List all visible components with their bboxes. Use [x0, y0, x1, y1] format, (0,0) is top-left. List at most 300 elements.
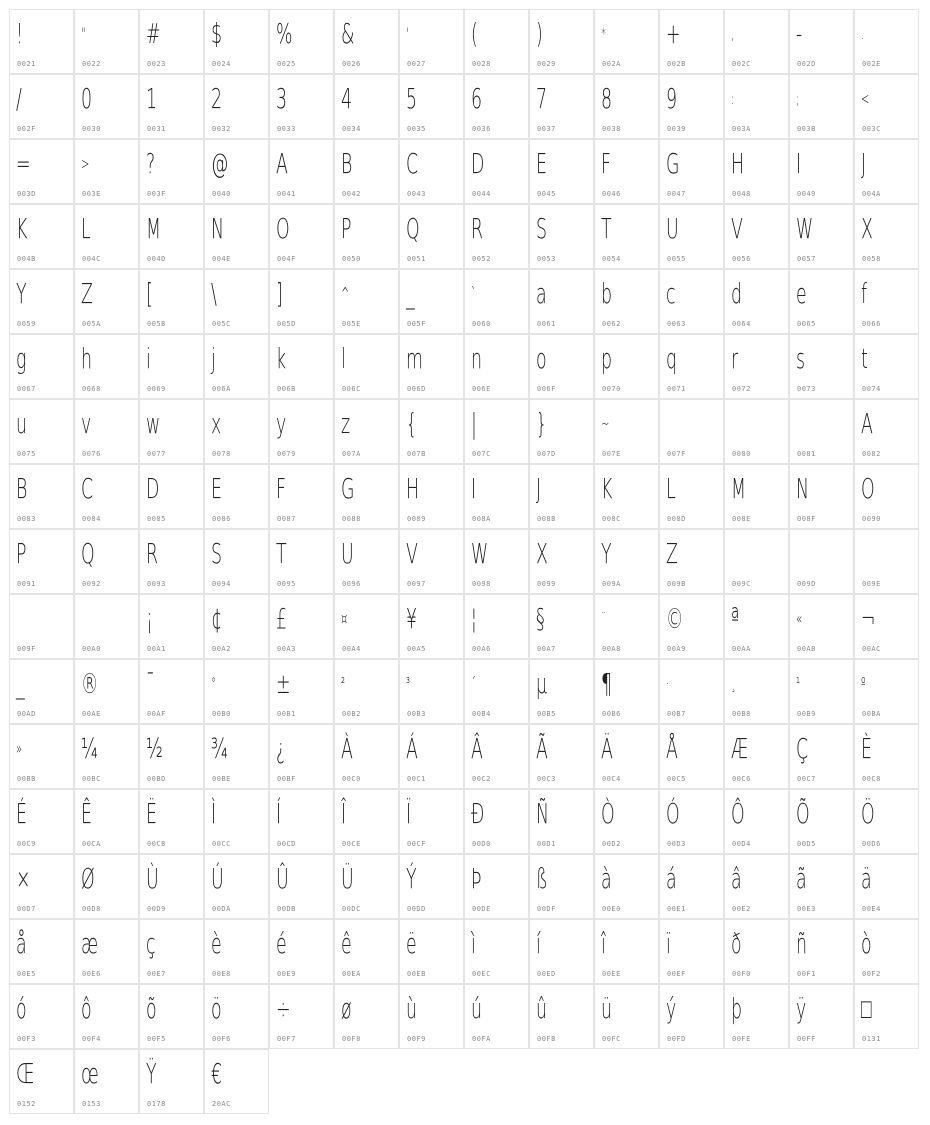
- glyph-char: ß: [536, 862, 548, 895]
- glyph-cell-00F3: [10, 985, 73, 1048]
- glyph-code: 0076: [82, 450, 101, 458]
- glyph-cell-003D: [10, 140, 73, 203]
- glyph-cell-00F6: [205, 985, 268, 1048]
- glyph-cell-0025: [270, 10, 333, 73]
- glyph-char: ø: [341, 992, 352, 1025]
- glyph-code: 00C2: [472, 775, 491, 783]
- glyph-char: _: [406, 277, 415, 310]
- glyph-code: 00C0: [342, 775, 361, 783]
- glyph-char: µ: [536, 667, 548, 700]
- glyph-code: 009C: [732, 580, 751, 588]
- glyph-cell-007F: [660, 400, 723, 463]
- glyph-code: 0071: [667, 385, 686, 393]
- glyph-cell-009B: [660, 530, 723, 593]
- glyph-cell-0066: [855, 270, 918, 333]
- glyph-cell-0090: [855, 465, 918, 528]
- glyph-char: À: [341, 732, 353, 765]
- glyph-cell-00EE: [595, 920, 658, 983]
- glyph-char: Õ: [796, 797, 810, 830]
- glyph-char: Í: [276, 797, 282, 830]
- glyph-char: \: [211, 277, 217, 310]
- glyph-char: ¹: [796, 674, 800, 693]
- glyph-code: 004B: [17, 255, 36, 263]
- glyph-char: L: [81, 212, 91, 245]
- glyph-cell-00F1: [790, 920, 853, 983]
- glyph-code: 0089: [407, 515, 426, 523]
- glyph-code: 0036: [472, 125, 491, 133]
- glyph-code: 00B3: [407, 710, 426, 718]
- glyph-char: ¢: [211, 602, 223, 635]
- glyph-char: b: [601, 277, 613, 310]
- glyph-char: Æ: [731, 732, 748, 765]
- glyph-char: ç: [146, 927, 156, 960]
- glyph-cell-0097: [400, 530, 463, 593]
- glyph-code: 0061: [537, 320, 556, 328]
- glyph-code: 00D0: [472, 840, 491, 848]
- glyph-char: D: [471, 147, 485, 180]
- glyph-code: 00D9: [147, 905, 166, 913]
- glyph-cell-004E: [205, 205, 268, 268]
- glyph-char: c: [666, 277, 676, 310]
- glyph-code: 006E: [472, 385, 491, 393]
- glyph-char: p: [601, 342, 613, 375]
- glyph-cell-0056: [725, 205, 788, 268]
- glyph-char: %: [276, 17, 293, 50]
- glyph-code: 00DD: [407, 905, 426, 913]
- glyph-code: 00EB: [407, 970, 426, 978]
- glyph-char: ²: [341, 674, 345, 693]
- glyph-code: 0066: [862, 320, 881, 328]
- glyph-code: 0068: [82, 385, 101, 393]
- glyph-cell-00BB: [10, 725, 73, 788]
- glyph-code: 0054: [602, 255, 621, 263]
- glyph-char: ;: [796, 89, 800, 108]
- glyph-code: 00C8: [862, 775, 881, 783]
- glyph-cell-0079: [270, 400, 333, 463]
- glyph-code: 006D: [407, 385, 426, 393]
- glyph-cell-004A: [855, 140, 918, 203]
- glyph-char: f: [861, 277, 868, 310]
- glyph-char: T: [276, 537, 287, 570]
- glyph-cell-00F0: [725, 920, 788, 983]
- glyph-cell-0042: [335, 140, 398, 203]
- glyph-char: =: [16, 147, 31, 180]
- glyph-cell-20AC: [205, 1050, 268, 1113]
- glyph-cell-0089: [400, 465, 463, 528]
- glyph-char: ë: [406, 927, 417, 960]
- glyph-code: 00BF: [277, 775, 296, 783]
- glyph-char: D: [146, 472, 160, 505]
- glyph-code: 0027: [407, 60, 426, 68]
- glyph-code: 0080: [732, 450, 751, 458]
- glyph-code: 00E6: [82, 970, 101, 978]
- glyph-code: 00E5: [17, 970, 36, 978]
- glyph-code: 00C1: [407, 775, 426, 783]
- glyph-char: :: [731, 89, 735, 108]
- glyph-code: 0084: [82, 515, 101, 523]
- glyph-cell-0063: [660, 270, 723, 333]
- glyph-char: U: [341, 537, 354, 570]
- glyph-cell-00EA: [335, 920, 398, 983]
- glyph-cell-0052: [465, 205, 528, 268]
- glyph-char: 0: [81, 82, 93, 115]
- glyph-char: Ö: [861, 797, 875, 830]
- glyph-char: ê: [341, 927, 352, 960]
- glyph-code: 0056: [732, 255, 751, 263]
- glyph-code: 0037: [537, 125, 556, 133]
- glyph-cell-0043: [400, 140, 463, 203]
- glyph-code: 005D: [277, 320, 296, 328]
- glyph-cell-00A7: [530, 595, 593, 658]
- glyph-code: 0035: [407, 125, 426, 133]
- glyph-code: 00C9: [17, 840, 36, 848]
- glyph-code: 00F1: [797, 970, 816, 978]
- glyph-code: 20AC: [212, 1100, 231, 1108]
- glyph-code: 007E: [602, 450, 621, 458]
- glyph-cell-00B3: [400, 660, 463, 723]
- glyph-code: 00C7: [797, 775, 816, 783]
- glyph-code: 00E9: [277, 970, 296, 978]
- glyph-char: í: [536, 927, 541, 960]
- glyph-char: ': [406, 24, 409, 43]
- glyph-code: 003D: [17, 190, 36, 198]
- glyph-code: 0059: [17, 320, 36, 328]
- glyph-cell-0095: [270, 530, 333, 593]
- glyph-code: 00EC: [472, 970, 491, 978]
- glyph-char: 2: [211, 82, 223, 115]
- glyph-cell-00CD: [270, 790, 333, 853]
- glyph-cell-0073: [790, 335, 853, 398]
- glyph-char: E: [536, 147, 547, 180]
- glyph-char: S: [536, 212, 548, 245]
- glyph-char: Ï: [406, 797, 412, 830]
- glyph-code: 0048: [732, 190, 751, 198]
- glyph-cell-00E0: [595, 855, 658, 918]
- glyph-char: }: [536, 407, 548, 440]
- glyph-char: Ñ: [536, 797, 549, 830]
- glyph-char: ©: [666, 602, 684, 635]
- glyph-cell-00EB: [400, 920, 463, 983]
- glyph-code: 00BE: [212, 775, 231, 783]
- glyph-code: 00EE: [602, 970, 621, 978]
- glyph-code: 0060: [472, 320, 491, 328]
- glyph-code: 0051: [407, 255, 426, 263]
- glyph-code: 0047: [667, 190, 686, 198]
- glyph-grid: [10, 10, 918, 1113]
- glyph-cell-009D: [790, 530, 853, 593]
- glyph-char: Ô: [731, 797, 745, 830]
- glyph-cell-0022: [75, 10, 138, 73]
- glyph-char: O: [276, 212, 290, 245]
- glyph-cell-006C: [335, 335, 398, 398]
- glyph-cell-004D: [140, 205, 203, 268]
- glyph-code: 00EA: [342, 970, 361, 978]
- glyph-code: 0043: [407, 190, 426, 198]
- glyph-code: 0053: [537, 255, 556, 263]
- glyph-char: á: [666, 862, 677, 895]
- glyph-code: 00CE: [342, 840, 361, 848]
- glyph-code: 0078: [212, 450, 231, 458]
- glyph-char: i: [146, 342, 151, 375]
- glyph-char: E: [211, 472, 222, 505]
- glyph-cell-005F: [400, 270, 463, 333]
- glyph-cell-00C7: [790, 725, 853, 788]
- glyph-code: 00EF: [667, 970, 686, 978]
- glyph-char: ú: [471, 992, 483, 1025]
- glyph-code: 002A: [602, 60, 621, 68]
- glyph-char: ð: [731, 927, 742, 960]
- glyph-cell-00C1: [400, 725, 463, 788]
- glyph-char: ó: [16, 992, 27, 1025]
- glyph-char: ½: [146, 732, 163, 765]
- glyph-code: 00D6: [862, 840, 881, 848]
- glyph-cell-00AA: [725, 595, 788, 658]
- glyph-cell-00D8: [75, 855, 138, 918]
- glyph-char: 8: [601, 82, 613, 115]
- glyph-cell-00BC: [75, 725, 138, 788]
- glyph-char: ì: [471, 927, 476, 960]
- glyph-code: 0033: [277, 125, 296, 133]
- glyph-char: Ð: [471, 797, 485, 830]
- glyph-cell-006A: [205, 335, 268, 398]
- glyph-char: â: [731, 862, 742, 895]
- glyph-cell-0036: [465, 75, 528, 138]
- glyph-cell-00EF: [660, 920, 723, 983]
- glyph-cell-0039: [660, 75, 723, 138]
- glyph-cell-0037: [530, 75, 593, 138]
- glyph-char: V: [731, 212, 743, 245]
- glyph-cell-00B8: [725, 660, 788, 723]
- glyph-cell-00A0: [75, 595, 138, 658]
- glyph-code: 00FC: [602, 1035, 621, 1043]
- glyph-cell-00DF: [530, 855, 593, 918]
- glyph-cell-00CB: [140, 790, 203, 853]
- glyph-cell-0088: [335, 465, 398, 528]
- glyph-cell-0082: [855, 400, 918, 463]
- glyph-code: 00A6: [472, 645, 491, 653]
- glyph-cell-006D: [400, 335, 463, 398]
- glyph-cell-00F7: [270, 985, 333, 1048]
- glyph-cell-0070: [595, 335, 658, 398]
- glyph-code: 00D1: [537, 840, 556, 848]
- glyph-char: M: [146, 212, 161, 245]
- glyph-cell-0040: [205, 140, 268, 203]
- glyph-cell-0055: [660, 205, 723, 268]
- glyph-cell-0034: [335, 75, 398, 138]
- glyph-code: 00B6: [602, 710, 621, 718]
- glyph-char: <: [861, 89, 870, 108]
- glyph-code: 0023: [147, 60, 166, 68]
- glyph-code: 00DA: [212, 905, 231, 913]
- glyph-char: Ò: [601, 797, 615, 830]
- glyph-cell-00C6: [725, 725, 788, 788]
- glyph-code: 0085: [147, 515, 166, 523]
- glyph-cell-00A3: [270, 595, 333, 658]
- glyph-cell-005E: [335, 270, 398, 333]
- glyph-cell-00F5: [140, 985, 203, 1048]
- glyph-char: ·: [666, 674, 670, 693]
- glyph-code: 0092: [82, 580, 101, 588]
- glyph-code: 0178: [147, 1100, 166, 1108]
- glyph-char: d: [731, 277, 743, 310]
- glyph-cell-0084: [75, 465, 138, 528]
- glyph-char: F: [601, 147, 611, 180]
- glyph-code: 006B: [277, 385, 296, 393]
- glyph-cell-009E: [855, 530, 918, 593]
- glyph-code: 006F: [537, 385, 556, 393]
- glyph-char: A: [276, 147, 288, 180]
- glyph-cell-007A: [335, 400, 398, 463]
- glyph-code: 0153: [82, 1100, 101, 1108]
- glyph-char: ¤: [341, 609, 348, 628]
- glyph-char: @: [211, 147, 229, 180]
- glyph-cell-0078: [205, 400, 268, 463]
- glyph-char: Ù: [146, 862, 159, 895]
- glyph-cell-00E6: [75, 920, 138, 983]
- glyph-cell-008F: [790, 465, 853, 528]
- glyph-code: 00DB: [277, 905, 296, 913]
- glyph-code: 0034: [342, 125, 361, 133]
- glyph-code: 00B8: [732, 710, 751, 718]
- glyph-code: 008F: [797, 515, 816, 523]
- glyph-cell-00AF: [140, 660, 203, 723]
- glyph-char: ": [81, 24, 86, 43]
- glyph-cell-0077: [140, 400, 203, 463]
- glyph-char: /: [16, 82, 22, 115]
- glyph-code: 00CC: [212, 840, 231, 848]
- glyph-code: 00CF: [407, 840, 426, 848]
- glyph-cell-0045: [530, 140, 593, 203]
- glyph-char: Â: [471, 732, 483, 765]
- glyph-code: 0098: [472, 580, 491, 588]
- glyph-char: Á: [406, 732, 418, 765]
- glyph-char: J: [536, 472, 542, 505]
- glyph-cell-0069: [140, 335, 203, 398]
- glyph-cell-00B5: [530, 660, 593, 723]
- glyph-char: P: [16, 537, 27, 570]
- glyph-cell-00B4: [465, 660, 528, 723]
- glyph-cell-004B: [10, 205, 73, 268]
- glyph-code: 00A1: [147, 645, 166, 653]
- glyph-cell-0068: [75, 335, 138, 398]
- glyph-cell-0081: [790, 400, 853, 463]
- glyph-cell-00F2: [855, 920, 918, 983]
- glyph-cell-0024: [205, 10, 268, 73]
- glyph-char: #: [146, 17, 161, 50]
- glyph-char: ´: [471, 674, 476, 693]
- glyph-char: 9: [666, 82, 678, 115]
- glyph-char: ï: [666, 927, 671, 960]
- glyph-char: Ä: [601, 732, 613, 765]
- glyph-cell-00E9: [270, 920, 333, 983]
- glyph-code: 00B5: [537, 710, 556, 718]
- glyph-code: 004F: [277, 255, 296, 263]
- glyph-code: 008C: [602, 515, 621, 523]
- glyph-code: 00E4: [862, 905, 881, 913]
- glyph-char: »: [16, 739, 23, 758]
- glyph-cell-0061: [530, 270, 593, 333]
- glyph-code: 00D2: [602, 840, 621, 848]
- glyph-cell-005B: [140, 270, 203, 333]
- glyph-cell-00A8: [595, 595, 658, 658]
- glyph-char: N: [796, 472, 809, 505]
- glyph-code: 00F7: [277, 1035, 296, 1043]
- glyph-cell-00FD: [660, 985, 723, 1048]
- glyph-code: 007B: [407, 450, 426, 458]
- glyph-cell-003B: [790, 75, 853, 138]
- glyph-code: 00F0: [732, 970, 751, 978]
- glyph-code: 00E2: [732, 905, 751, 913]
- glyph-cell-004F: [270, 205, 333, 268]
- glyph-code: 006C: [342, 385, 361, 393]
- glyph-cell-00C3: [530, 725, 593, 788]
- glyph-cell-00B1: [270, 660, 333, 723]
- glyph-cell-00D3: [660, 790, 723, 853]
- glyph-cell-009A: [595, 530, 658, 593]
- glyph-cell-0033: [270, 75, 333, 138]
- glyph-cell-008A: [465, 465, 528, 528]
- glyph-code: 0042: [342, 190, 361, 198]
- glyph-cell-0098: [465, 530, 528, 593]
- glyph-code: 002D: [797, 60, 816, 68]
- glyph-code: 0067: [17, 385, 36, 393]
- glyph-code: 003C: [862, 125, 881, 133]
- glyph-char: A: [861, 407, 873, 440]
- glyph-code: 00F6: [212, 1035, 231, 1043]
- glyph-code: 00BA: [862, 710, 881, 718]
- glyph-char: Ë: [146, 797, 157, 830]
- glyph-code: 0064: [732, 320, 751, 328]
- glyph-code: 002C: [732, 60, 751, 68]
- glyph-char: B: [16, 472, 28, 505]
- glyph-code: 002F: [17, 125, 36, 133]
- glyph-char: n: [471, 342, 483, 375]
- glyph-char: {: [406, 407, 418, 440]
- glyph-code: 0029: [537, 60, 556, 68]
- glyph-cell-00A2: [205, 595, 268, 658]
- glyph-code: 008B: [537, 515, 556, 523]
- glyph-char: x: [211, 407, 222, 440]
- glyph-char: Ó: [666, 797, 680, 830]
- glyph-char: G: [341, 472, 355, 505]
- glyph-cell-0038: [595, 75, 658, 138]
- glyph-code: 0073: [797, 385, 816, 393]
- glyph-char: S: [211, 537, 223, 570]
- glyph-code: 009E: [862, 580, 881, 588]
- glyph-code: 00B9: [797, 710, 816, 718]
- glyph-cell-00CC: [205, 790, 268, 853]
- glyph-char: ]: [276, 277, 283, 310]
- glyph-cell-00E7: [140, 920, 203, 983]
- glyph-code: 0055: [667, 255, 686, 263]
- glyph-code: 0079: [277, 450, 296, 458]
- glyph-char: ±: [276, 667, 291, 700]
- glyph-code: 00C6: [732, 775, 751, 783]
- glyph-char: v: [81, 407, 92, 440]
- glyph-cell-0046: [595, 140, 658, 203]
- glyph-cell-00CF: [400, 790, 463, 853]
- glyph-code: 0086: [212, 515, 231, 523]
- glyph-cell-0035: [400, 75, 463, 138]
- glyph-char: ¦: [471, 602, 477, 635]
- glyph-char: s: [796, 342, 806, 375]
- glyph-cell-00A4: [335, 595, 398, 658]
- glyph-code: 0032: [212, 125, 231, 133]
- glyph-cell-0067: [10, 335, 73, 398]
- glyph-char: °: [211, 674, 216, 693]
- glyph-char: K: [601, 472, 613, 505]
- glyph-code: 00F9: [407, 1035, 426, 1043]
